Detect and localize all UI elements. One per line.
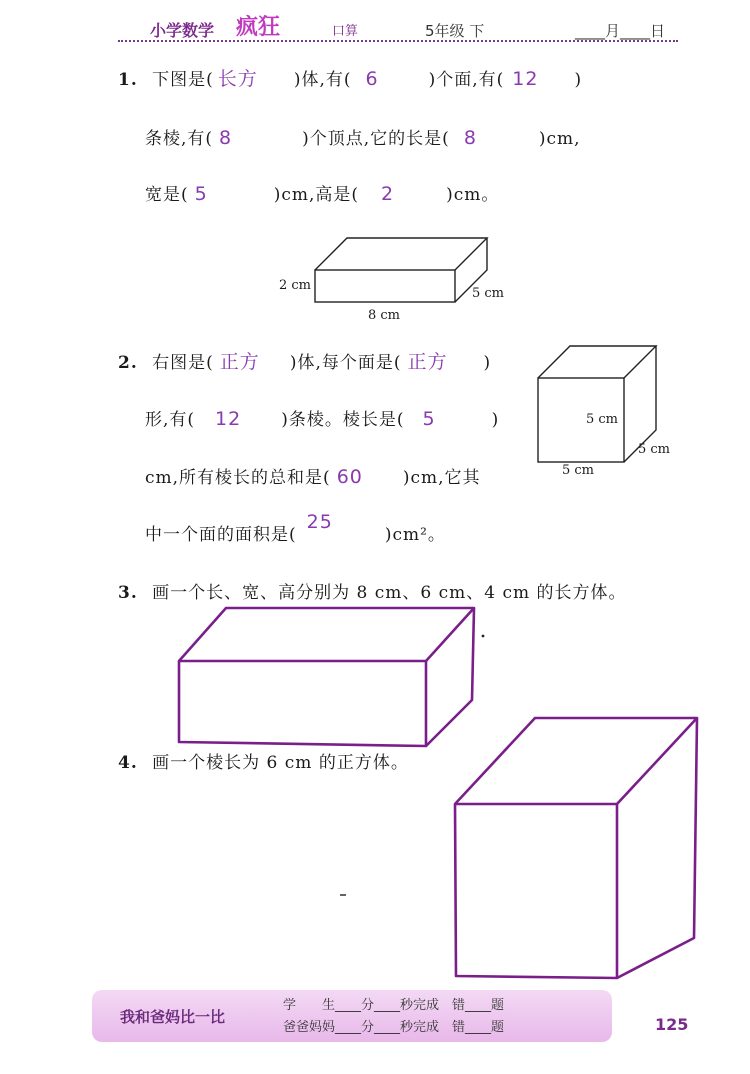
q2-text: 形,有( (145, 410, 196, 430)
q1-width-label: 5 cm (472, 286, 505, 301)
q1-height-label: 2 cm (279, 278, 312, 293)
drawn-cuboid-front (179, 661, 426, 746)
q1-text: )cm,高是( (273, 185, 360, 205)
q2-answer-edges: 12 (215, 408, 242, 430)
q2-text: 中一个面的面积是( (145, 525, 297, 545)
q1-text: )体,有( (293, 70, 352, 90)
q2-text: 右图是( (152, 353, 214, 373)
q4-text: 画一个棱长为 6 cm 的正方体。 (152, 753, 409, 773)
q4-number: 4. (118, 753, 138, 773)
q2-answer-face: 正方 (407, 351, 448, 373)
q1-text: )cm。 (446, 185, 500, 205)
q2-text: )cm,它其 (402, 468, 481, 488)
q1-answer-vertices: 8 (219, 127, 233, 149)
footer-parent-row: 爸爸妈妈____分____秒完成 错____题 (283, 1020, 505, 1035)
q1-text: )个顶点,它的长是( (302, 129, 450, 149)
q2-line1 (118, 347, 491, 374)
q1-text: )个面,有( (428, 70, 505, 90)
cube-top-face (538, 346, 656, 378)
q2-answer-total: 60 (336, 466, 363, 488)
q2-answer-edge-length: 5 (422, 408, 436, 430)
q2-line4 (145, 511, 446, 545)
q2-text: ) (491, 410, 500, 430)
q1-text: 下图是( (152, 70, 214, 90)
q1-length-label: 8 cm (368, 308, 401, 323)
q2-base-label: 5 cm (562, 463, 595, 478)
drawn-cube-side (617, 718, 697, 978)
cuboid-top-face (315, 238, 487, 270)
q1-number: 1. (118, 70, 138, 90)
drawn-cube-front (455, 804, 617, 978)
drawn-cube-top (455, 718, 697, 804)
q3-number: 3. (118, 583, 138, 603)
footer-student-row: 学 生____分____秒完成 错____题 (283, 998, 505, 1013)
q2-text: ) (483, 353, 492, 373)
q2-text: )cm²。 (384, 525, 446, 545)
q1-line2 (145, 124, 581, 149)
cuboid-front-face (315, 270, 455, 302)
drawn-cuboid-top (179, 608, 474, 661)
q1-answer-shape: 长方 (217, 68, 258, 90)
brand-emphasis: 疯狂 (236, 15, 281, 40)
brand-title: 小学数学 (150, 21, 215, 40)
q2-text: )条棱。棱长是( (281, 410, 405, 430)
q1-answer-width: 5 (194, 183, 208, 205)
brand-subtitle: 口算 (332, 24, 359, 39)
q2-depth-label: 5 cm (638, 442, 671, 457)
q1-text: )cm, (538, 129, 581, 149)
q1-answer-edges: 12 (512, 68, 539, 90)
q2-answer-shape: 正方 (219, 351, 260, 373)
date-field: ____月____日 (575, 22, 666, 40)
page-number: 125 (655, 1015, 689, 1034)
q1-text: 条棱,有( (145, 129, 214, 149)
q1-line1 (118, 64, 582, 91)
q3-line (118, 578, 627, 603)
q1-answer-length: 8 (463, 127, 477, 149)
q2-answer-area: 25 (306, 511, 333, 533)
q2-line2 (145, 405, 499, 430)
q2-line3 (145, 463, 481, 488)
q4-line (118, 748, 409, 773)
q2-number: 2. (118, 353, 138, 373)
q2-side-label: 5 cm (586, 412, 619, 427)
footer-title: 我和爸妈比一比 (120, 1008, 226, 1026)
grade-label: 5年级 下 (425, 22, 485, 40)
q1-text: 宽是( (145, 185, 189, 205)
q1-line3 (145, 180, 499, 205)
q1-answer-faces: 6 (365, 68, 379, 90)
stray-dot (482, 635, 485, 638)
q2-text: cm,所有棱长的总和是( (145, 468, 331, 488)
q1-text: ) (574, 70, 583, 90)
q2-text: )体,每个面是( (289, 353, 402, 373)
drawn-cuboid-side (426, 608, 474, 746)
q1-answer-height: 2 (381, 183, 395, 205)
q3-text: 画一个长、宽、高分别为 8 cm、6 cm、4 cm 的长方体。 (152, 583, 627, 603)
